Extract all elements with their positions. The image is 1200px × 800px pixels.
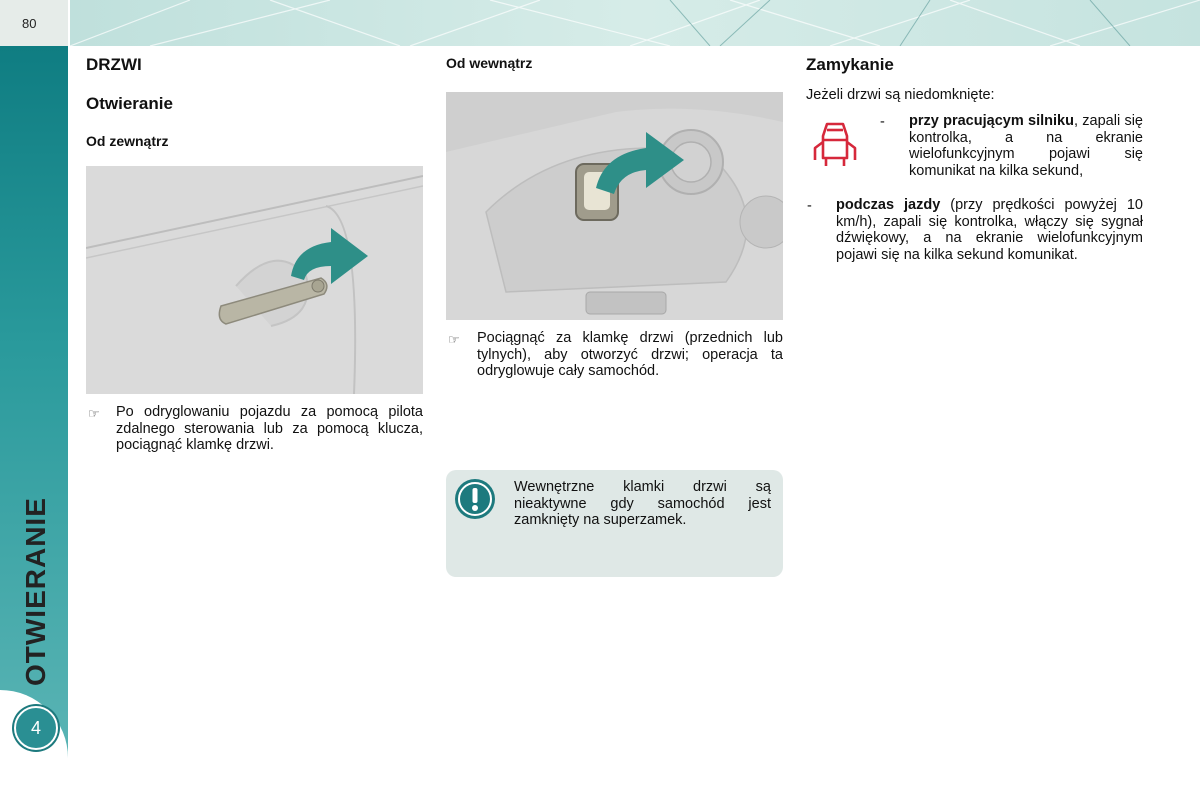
list-dash: - — [880, 114, 885, 130]
outside-handle-illustration — [86, 166, 423, 394]
header-banner — [70, 0, 1200, 46]
list-item-text: , zapali się kontrolka, a na ekranie wielofunkcyjnym pojawi się komunikat na kilka sekund, — [909, 113, 1143, 179]
exclamation-icon — [454, 478, 496, 520]
section-label: OTWIERANIE — [20, 497, 51, 686]
subheading-inside: Od wewnątrz — [446, 55, 533, 71]
page-number-box — [0, 0, 68, 46]
inside-instructions: Pociągnąć za klamkę drzwi (przednich lub tylnych), aby otworzyć drzwi; operacja ta odryglowuje cały samochód. — [477, 330, 783, 379]
hand-pointer-icon: ☞ — [448, 332, 460, 347]
list-item — [836, 197, 1143, 263]
list-item-text: (przy prędkości powyżej 10 km/h), zapali się kontrolka, włączy się sygnał dźwiękowy, a na ekranie wielofunkcyjnym pojawi się na kilka sekund komunikat. — [836, 197, 1143, 263]
page-title: DRZWI — [86, 55, 142, 74]
heading-closing: Zamykanie — [806, 55, 894, 74]
list-item — [909, 113, 1143, 179]
inside-door-drawing — [446, 92, 783, 320]
door-open-warning-icon — [812, 118, 858, 170]
closing-intro: Jeżeli drzwi są niedomknięte: — [806, 87, 995, 103]
list-item-bold: podczas jazdy — [836, 197, 941, 213]
section-heading-opening: Otwieranie — [86, 94, 173, 113]
subheading-outside: Od zewnątrz — [86, 133, 169, 149]
page-number: 80 — [22, 16, 37, 31]
list-item-bold: przy pracującym silniku — [909, 113, 1074, 129]
hand-pointer-icon: ☞ — [88, 406, 100, 421]
chapter-number-badge: 4 — [14, 706, 58, 750]
chapter-sidebar — [0, 46, 68, 800]
inside-handle-illustration — [446, 92, 783, 320]
list-dash: - — [807, 198, 812, 214]
outside-door-drawing — [86, 166, 423, 394]
note-text: Wewnętrzne klamki drzwi są nieaktywne gdy samochód jest zamknięty na superzamek. — [514, 479, 771, 528]
header-pattern — [70, 0, 1200, 46]
outside-instructions: Po odryglowaniu pojazdu za pomocą pilota zdalnego sterowania lub za pomocą klucza, pociągnąć klamkę drzwi. — [116, 404, 423, 453]
